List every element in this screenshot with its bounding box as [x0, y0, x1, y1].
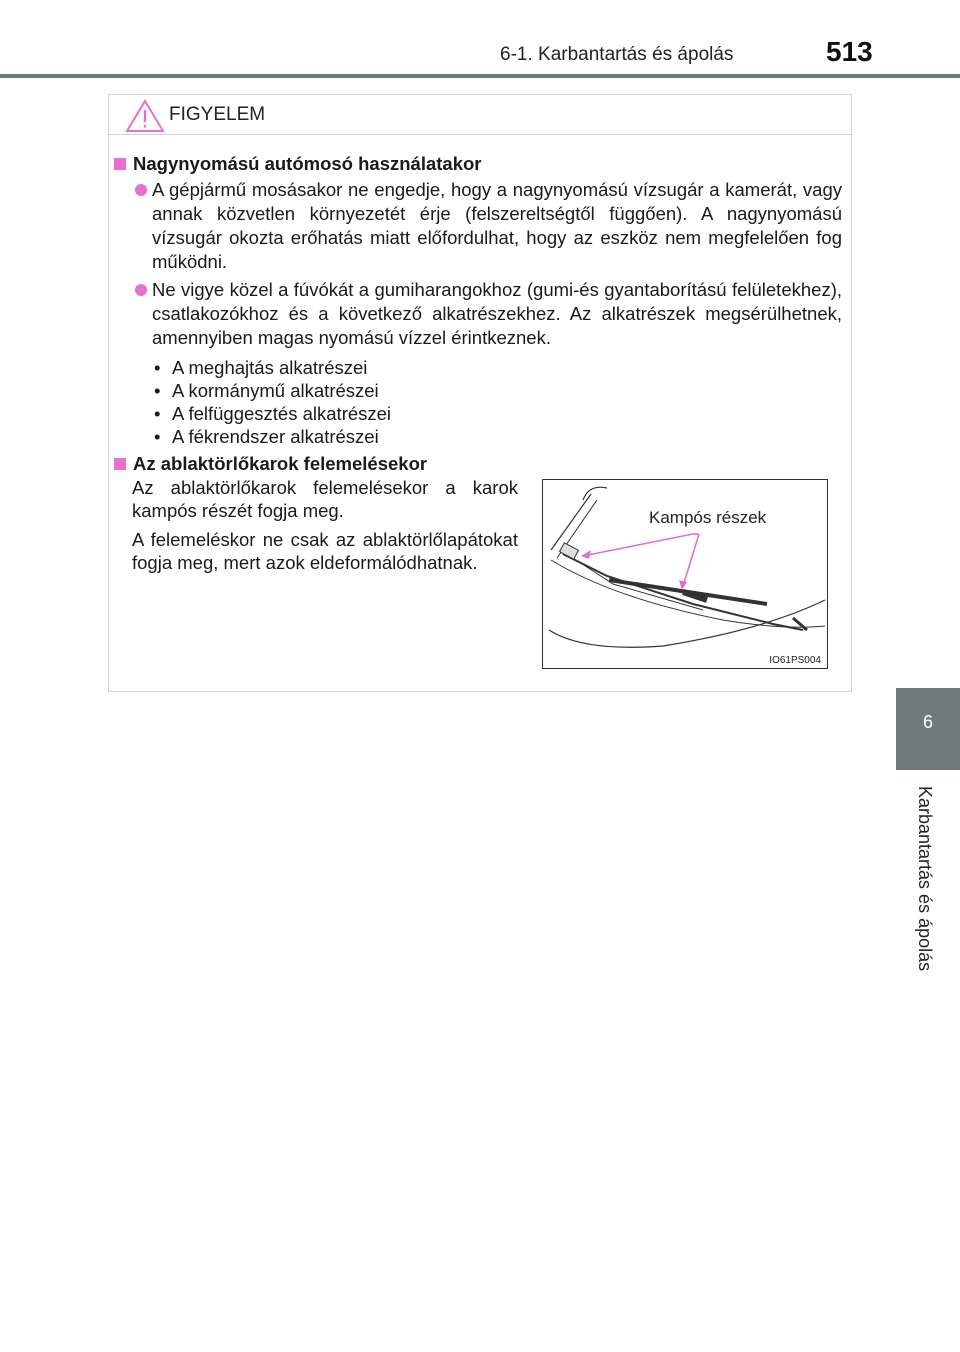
- side-tab-number: 6: [922, 712, 933, 732]
- list-item: • A felfüggesztés alkatrészei: [154, 402, 842, 425]
- section-heading-text: Nagynyomású autómosó használatakor: [133, 153, 482, 174]
- section-heading-text: Az ablaktörlőkarok felemelésekor: [133, 453, 428, 474]
- square-bullet-icon: [114, 458, 126, 470]
- warning-label: FIGYELEM: [169, 104, 266, 125]
- circle-bullet-icon: [135, 284, 147, 296]
- section-heading-pressure-wash: [110, 152, 842, 176]
- list-item: • A kormánymű alkatrészei: [154, 379, 842, 402]
- figure-callout-label: Kampós részek: [649, 508, 767, 527]
- list-item: • A fékrendszer alkatrészei: [154, 425, 842, 448]
- bullet-text: Ne vigye közel a fúvókát a gumiharangokhoz (gumi-és gyantaborítású felületekhez), csatlakozókhoz és a következő alkatrészekhez. Az alkatrészek megsérülhetnek, amennyiben magas nyomású vízzel érintkeznek.: [152, 279, 842, 348]
- wiper-figure: [542, 479, 828, 669]
- square-bullet-icon: [114, 158, 126, 170]
- paragraph: Az ablaktörlőkarok felemelésekor a karok kampós részét fogja meg.: [132, 477, 518, 521]
- paragraph: A felemeléskor ne csak az ablaktörlőlapátokat fogja meg, mert azok eldeformálódhatnak.: [132, 529, 518, 573]
- list-item: [110, 178, 842, 274]
- warning-header: [109, 95, 851, 135]
- list-item: [110, 278, 842, 350]
- page-number: 513: [826, 36, 873, 67]
- warning-triangle-icon: [125, 99, 165, 133]
- warning-content: [110, 152, 842, 478]
- wiper-text: [132, 476, 518, 580]
- figure-code: IO61PS004: [769, 655, 821, 666]
- header-section-title: 6-1. Karbantartás és ápolás: [500, 44, 734, 65]
- component-list: [154, 356, 842, 448]
- circle-bullet-icon: [135, 184, 147, 196]
- header-rule: [0, 74, 960, 78]
- section-heading-wiper-arms: [110, 452, 842, 476]
- side-tab-title: Karbantartás és ápolás: [915, 786, 935, 972]
- bullet-text: A gépjármű mosásakor ne engedje, hogy a nagynyomású vízsugár a kamerát, vagy annak közvetlen környezetét érje (felszereltségtől függően). A nagynyomású vízsugár okozta erőhatás miatt előfordulhat, hogy az eszköz nem megfelelően fog működni.: [152, 179, 842, 272]
- list-item: • A meghajtás alkatrészei: [154, 356, 842, 379]
